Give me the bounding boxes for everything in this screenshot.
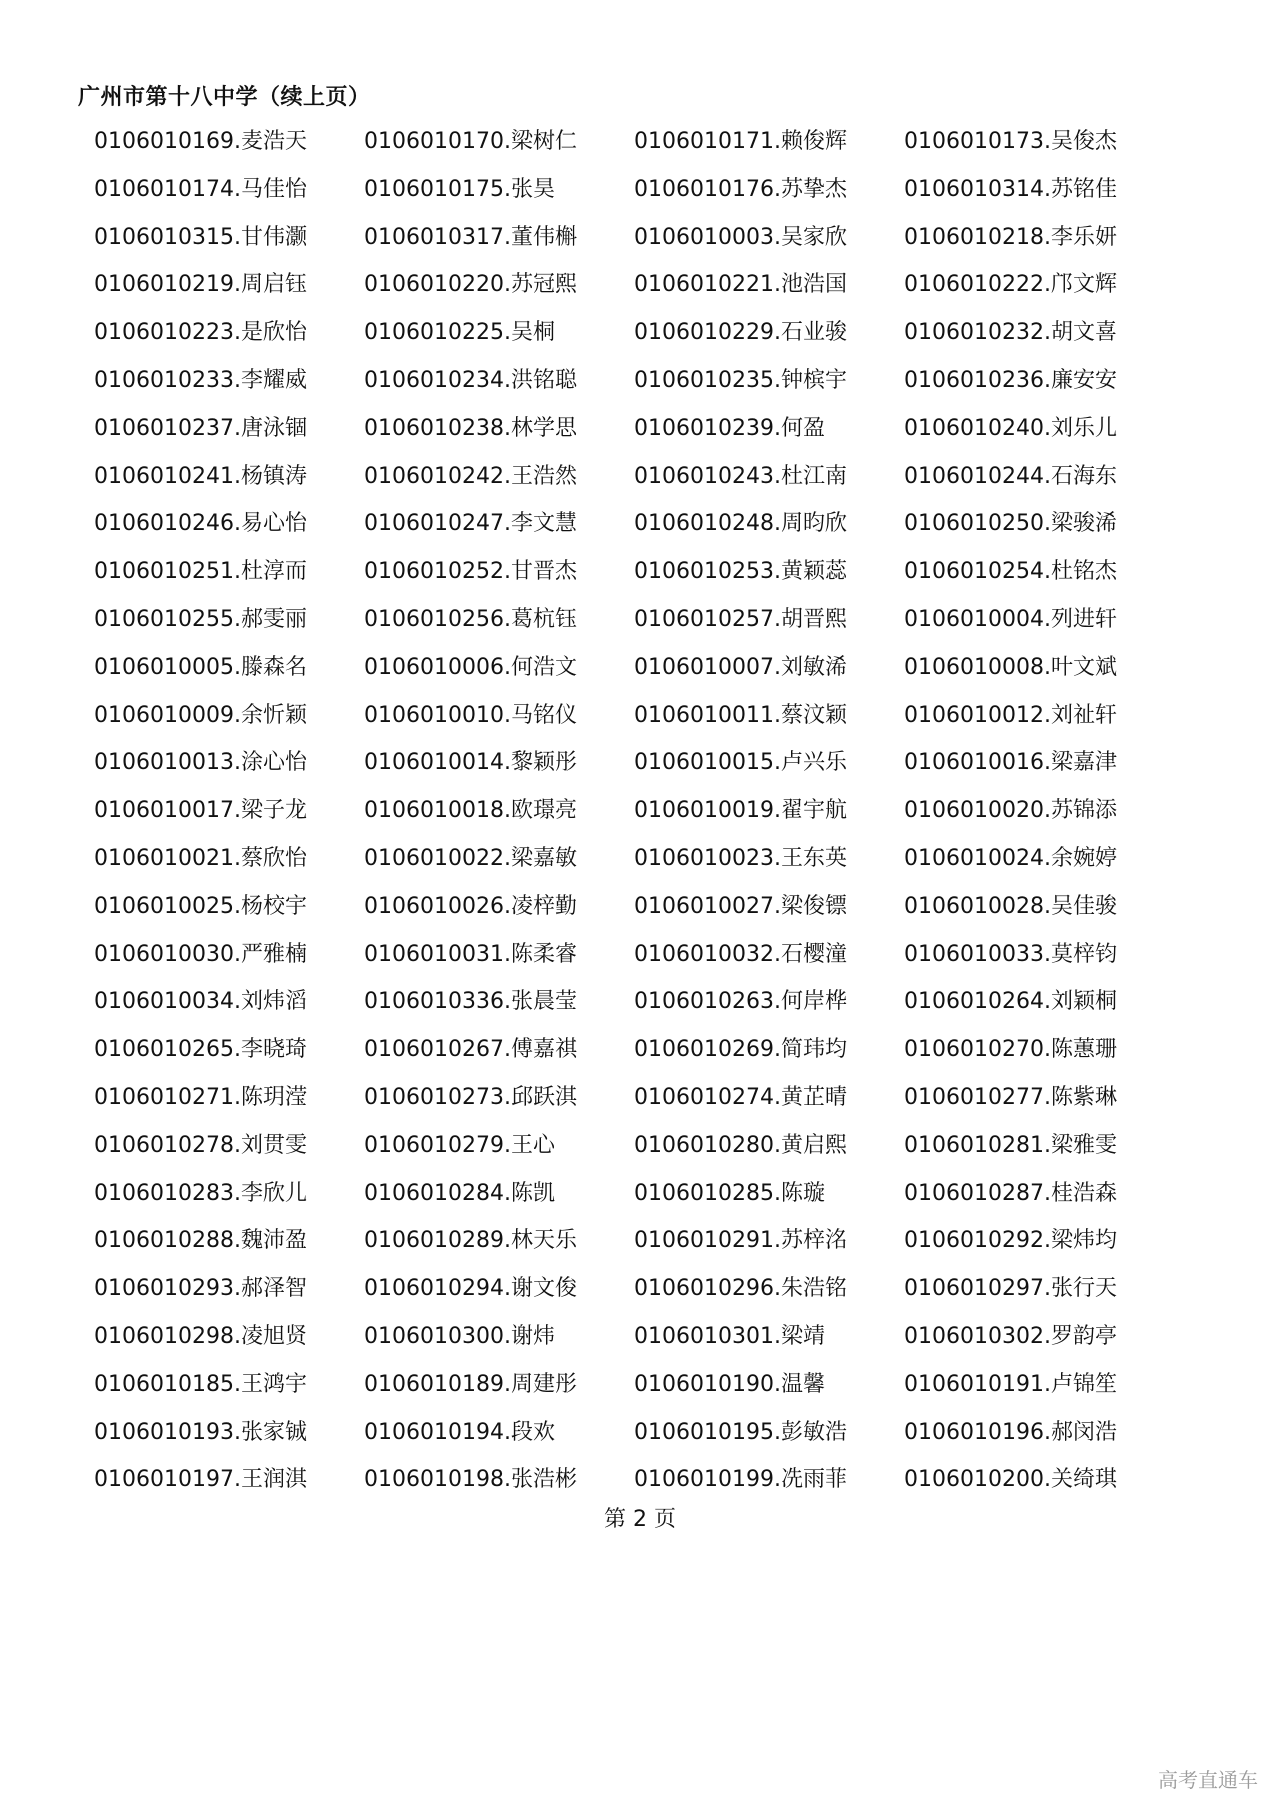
roster-entry: 0106010005.滕森名: [94, 654, 307, 680]
roster-entry: 0106010017.梁子龙: [94, 798, 307, 824]
roster-entry: 0106010248.周昀欣: [634, 511, 847, 537]
roster-entry: 0106010033.莫梓钧: [904, 941, 1117, 967]
roster-entry: 0106010200.关绮琪: [904, 1467, 1117, 1493]
roster-entry: 0106010293.郝泽智: [94, 1276, 307, 1302]
roster-entry: 0106010267.傅嘉祺: [364, 1037, 577, 1063]
roster-entry: 0106010032.石樱潼: [634, 941, 847, 967]
roster-entry: 0106010251.杜淳而: [94, 559, 307, 585]
roster-entry: 0106010003.吴家欣: [634, 224, 847, 250]
roster-entry: 0106010011.蔡汶颖: [634, 702, 847, 728]
roster-entry: 0106010242.王浩然: [364, 463, 577, 489]
roster-entry: 0106010197.王润淇: [94, 1467, 307, 1493]
roster-entry: 0106010022.梁嘉敏: [364, 845, 577, 871]
roster-entry: 0106010241.杨镇涛: [94, 463, 307, 489]
school-title: 广州市第十八中学（续上页）: [78, 85, 371, 110]
roster-entry: 0106010199.冼雨菲: [634, 1467, 847, 1493]
roster-entry: 0106010253.黄颖蕊: [634, 559, 847, 585]
roster-entry: 0106010023.王东英: [634, 845, 847, 871]
roster-entry: 0106010235.钟槟宇: [634, 367, 847, 393]
roster-entry: 0106010298.凌旭贤: [94, 1323, 307, 1349]
roster-entry: 0106010026.凌梓勤: [364, 893, 577, 919]
roster-entry: 0106010257.胡晋熙: [634, 606, 847, 632]
roster-entry: 0106010294.谢文俊: [364, 1276, 577, 1302]
roster-entry: 0106010244.石海东: [904, 463, 1117, 489]
roster-entry: 0106010281.梁雅雯: [904, 1132, 1117, 1158]
roster-entry: 0106010019.翟宇航: [634, 798, 847, 824]
roster-entry: 0106010300.谢炜: [364, 1323, 555, 1349]
roster-entry: 0106010007.刘敏浠: [634, 654, 847, 680]
roster-entry: 0106010288.魏沛盈: [94, 1228, 307, 1254]
roster-entry: 0106010174.马佳怡: [94, 176, 307, 202]
roster-entry: 0106010004.列进轩: [904, 606, 1117, 632]
roster-entry: 0106010232.胡文喜: [904, 320, 1117, 346]
roster-entry: 0106010254.杜铭杰: [904, 559, 1117, 585]
roster-entry: 0106010236.廉安安: [904, 367, 1117, 393]
roster-entry: 0106010291.苏梓洺: [634, 1228, 847, 1254]
roster-entry: 0106010263.何岸桦: [634, 989, 847, 1015]
roster-entry: 0106010233.李耀威: [94, 367, 307, 393]
roster-entry: 0106010195.彭敏浩: [634, 1419, 847, 1445]
roster-entry: 0106010297.张行天: [904, 1276, 1117, 1302]
roster-entry: 0106010020.苏锦添: [904, 798, 1117, 824]
roster-entry: 0106010015.卢兴乐: [634, 750, 847, 776]
roster-entry: 0106010189.周建彤: [364, 1371, 577, 1397]
roster-entry: 0106010271.陈玥滢: [94, 1084, 307, 1110]
roster-entry: 0106010014.黎颖彤: [364, 750, 577, 776]
roster-entry: 0106010031.陈柔睿: [364, 941, 577, 967]
roster-entry: 0106010030.严雅楠: [94, 941, 307, 967]
roster-entry: 0106010008.叶文斌: [904, 654, 1117, 680]
student-roster: [94, 118, 1194, 1504]
roster-entry: 0106010234.洪铭聪: [364, 367, 577, 393]
roster-entry: 0106010243.杜江南: [634, 463, 847, 489]
roster-entry: 0106010280.黄启熙: [634, 1132, 847, 1158]
roster-entry: 0106010314.苏铭佳: [904, 176, 1117, 202]
roster-entry: 0106010016.梁嘉津: [904, 750, 1117, 776]
roster-entry: 0106010239.何盈: [634, 415, 825, 441]
roster-entry: 0106010315.甘伟灏: [94, 224, 307, 250]
roster-entry: 0106010198.张浩彬: [364, 1467, 577, 1493]
roster-entry: 0106010012.刘祉轩: [904, 702, 1117, 728]
roster-entry: 0106010027.梁俊镖: [634, 893, 847, 919]
roster-entry: 0106010218.李乐妍: [904, 224, 1117, 250]
roster-entry: 0106010028.吴佳骏: [904, 893, 1117, 919]
roster-entry: 0106010237.唐泳锢: [94, 415, 307, 441]
roster-entry: 0106010175.张昊: [364, 176, 555, 202]
roster-entry: 0106010301.梁靖: [634, 1323, 825, 1349]
roster-entry: 0106010265.李晓琦: [94, 1037, 307, 1063]
roster-entry: 0106010034.刘炜滔: [94, 989, 307, 1015]
roster-entry: 0106010247.李文慧: [364, 511, 577, 537]
roster-entry: 0106010170.梁树仁: [364, 129, 577, 154]
roster-entry: 0106010302.罗韵亭: [904, 1323, 1117, 1349]
roster-entry: 0106010287.桂浩森: [904, 1180, 1117, 1206]
roster-entry: 0106010255.郝雯丽: [94, 606, 307, 632]
roster-entry: 0106010252.甘晋杰: [364, 559, 577, 585]
roster-entry: 0106010278.刘贯雯: [94, 1132, 307, 1158]
roster-entry: 0106010279.王心: [364, 1132, 555, 1158]
roster-entry: 0106010246.易心怡: [94, 511, 307, 537]
roster-entry: 0106010196.郝闵浩: [904, 1419, 1117, 1445]
roster-entry: 0106010240.刘乐儿: [904, 415, 1117, 441]
roster-entry: 0106010317.董伟槲: [364, 224, 577, 250]
roster-entry: 0106010025.杨校宇: [94, 893, 307, 919]
page-number: 第 2 页: [604, 1507, 676, 1532]
roster-entry: 0106010225.吴桐: [364, 320, 555, 346]
roster-entry: 0106010220.苏冠熙: [364, 272, 577, 298]
roster-entry: 0106010285.陈璇: [634, 1180, 825, 1206]
roster-entry: 0106010013.涂心怡: [94, 750, 307, 776]
roster-entry: 0106010176.苏挚杰: [634, 176, 847, 202]
roster-entry: 0106010190.温馨: [634, 1371, 825, 1397]
roster-entry: 0106010283.李欣儿: [94, 1180, 307, 1206]
roster-entry: 0106010018.欧璟亮: [364, 798, 577, 824]
roster-entry: 0106010194.段欢: [364, 1419, 555, 1445]
roster-entry: 0106010229.石业骏: [634, 320, 847, 346]
roster-entry: 0106010336.张晨莹: [364, 989, 577, 1015]
roster-entry: 0106010222.邝文辉: [904, 272, 1117, 298]
roster-entry: 0106010269.简玮均: [634, 1037, 847, 1063]
roster-entry: 0106010173.吴俊杰: [904, 129, 1117, 154]
roster-entry: 0106010274.黄芷晴: [634, 1084, 847, 1110]
roster-entry: 0106010009.余忻颖: [94, 702, 307, 728]
roster-entry: 0106010010.马铭仪: [364, 702, 577, 728]
roster-entry: 0106010171.赖俊辉: [634, 129, 847, 154]
roster-entry: 0106010223.是欣怡: [94, 320, 307, 346]
roster-entry: 0106010021.蔡欣怡: [94, 845, 307, 871]
roster-entry: 0106010289.林天乐: [364, 1228, 577, 1254]
roster-entry: 0106010264.刘颖桐: [904, 989, 1117, 1015]
roster-entry: 0106010277.陈紫琳: [904, 1084, 1117, 1110]
roster-entry: 0106010006.何浩文: [364, 654, 577, 680]
roster-entry: 0106010296.朱浩铭: [634, 1276, 847, 1302]
roster-entry: 0106010193.张家铖: [94, 1419, 307, 1445]
roster-entry: 0106010270.陈蕙珊: [904, 1037, 1117, 1063]
roster-entry: 0106010273.邱跃淇: [364, 1084, 577, 1110]
roster-entry: 0106010256.葛杭钰: [364, 606, 577, 632]
roster-entry: 0106010191.卢锦笙: [904, 1371, 1117, 1397]
roster-entry: 0106010238.林学思: [364, 415, 577, 441]
roster-entry: 0106010250.梁骏浠: [904, 511, 1117, 537]
roster-entry: 0106010221.池浩国: [634, 272, 847, 298]
roster-entry: 0106010024.余婉婷: [904, 845, 1117, 871]
watermark: 高考直通车: [1158, 1768, 1258, 1792]
roster-entry: 0106010219.周启钰: [94, 272, 307, 298]
roster-entry: 0106010169.麦浩天: [94, 129, 307, 154]
roster-entry: 0106010292.梁炜均: [904, 1228, 1117, 1254]
roster-entry: 0106010284.陈凯: [364, 1180, 555, 1206]
roster-entry: 0106010185.王鸿宇: [94, 1371, 307, 1397]
